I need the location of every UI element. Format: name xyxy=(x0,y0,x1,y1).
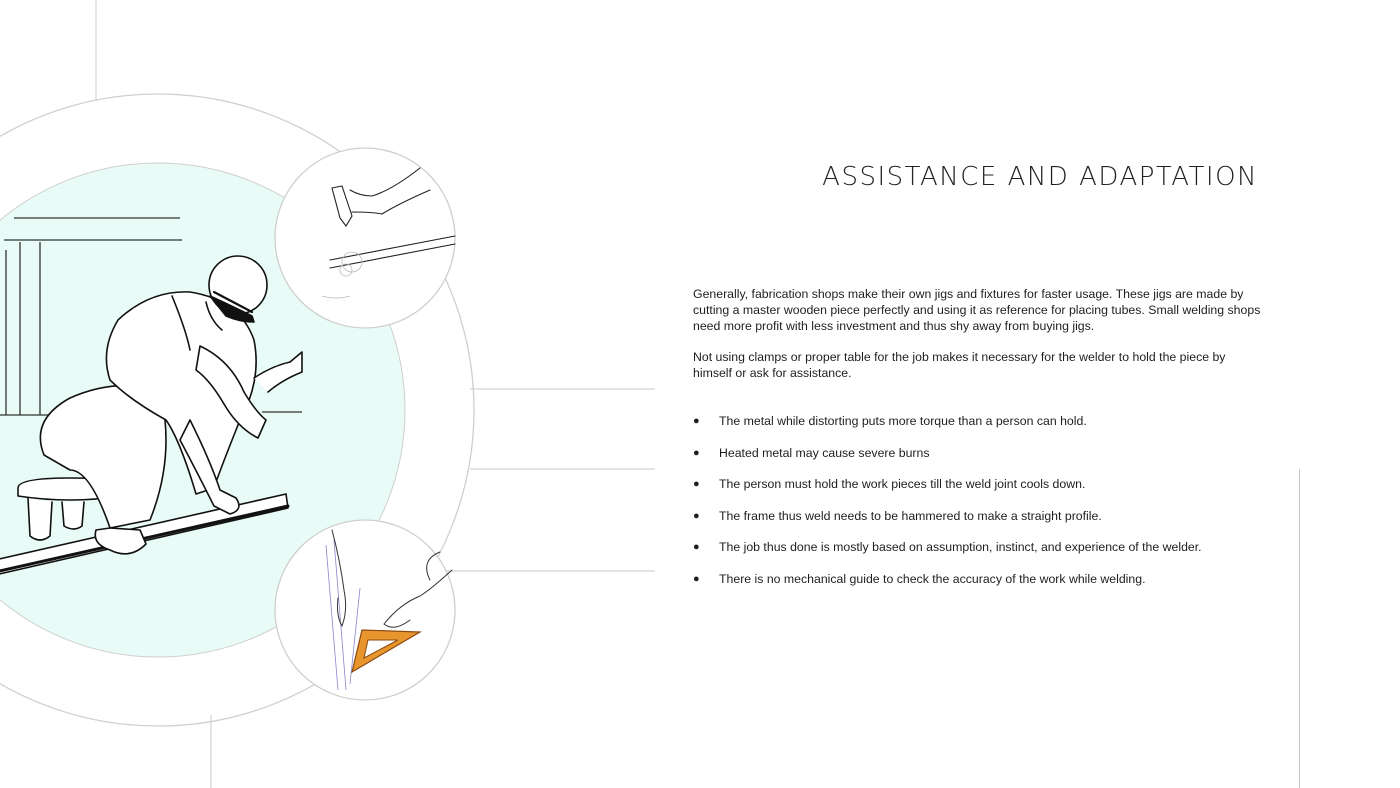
list-item-text: The job thus done is mostly based on assumption, instinct, and experience of the welder. xyxy=(719,540,1202,555)
bullet-dot-icon: ● xyxy=(693,415,700,427)
bullet-dot-icon: ● xyxy=(693,509,700,522)
list-item-text: There is no mechanical guide to check the accuracy of the work while welding. xyxy=(719,571,1146,586)
list-item-text: The person must hold the work pieces till the weld joint cools down. xyxy=(719,477,1086,492)
page-title: ASSISTANCE AND ADAPTATION xyxy=(822,162,1258,192)
bullet-dot-icon: ● xyxy=(693,572,700,585)
list-item-text: The frame thus weld needs to be hammered to make a straight profile. xyxy=(719,508,1102,523)
bullet-dot-icon: ● xyxy=(693,446,700,459)
list-item-text: The metal while distorting puts more torque than a person can hold. xyxy=(719,414,1087,428)
bullet-dot-icon: ● xyxy=(693,478,700,491)
clamps-paragraph: Not using clamps or proper table for the job makes it necessary for the welder to hold the piece by himself or ask for assistance. xyxy=(693,350,1226,380)
list-item-text: Heated metal may cause severe burns xyxy=(719,445,930,460)
bottom-inset xyxy=(275,520,455,700)
bullet-dot-icon: ● xyxy=(693,541,700,554)
divider-line xyxy=(1299,469,1300,788)
top-inset xyxy=(275,148,455,328)
intro-paragraph: Generally, fabrication shops make their own jigs and fixtures for faster usage. These jigs are made by cutting a master wooden piece perfectly and using it as reference for placing tubes. Small welding shops need more profit with less investment and thus shy away from buying jigs. xyxy=(693,287,1261,333)
illustration-panel xyxy=(0,0,660,788)
